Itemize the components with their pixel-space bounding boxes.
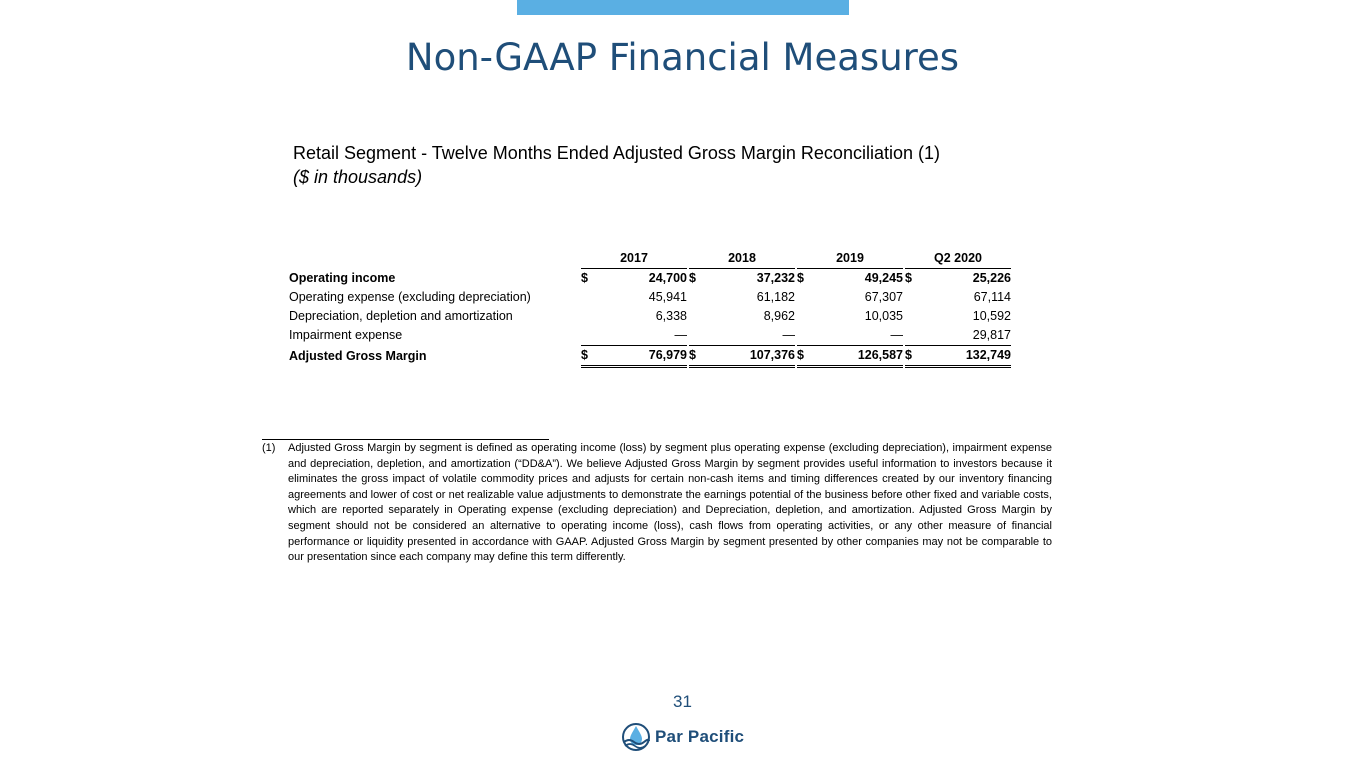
cell-value: 10,035 [864,309,903,323]
cell-value: 37,232 [704,269,795,289]
reconciliation-table [289,248,1011,368]
currency-symbol: $ [797,346,812,367]
currency-symbol: $ [581,269,596,289]
page-title: Non-GAAP Financial Measures [405,36,960,79]
row-label: Adjusted Gross Margin [289,348,427,363]
cell-value: 8,962 [763,309,795,323]
cell-value: 67,307 [864,290,903,304]
cell-value: 132,749 [920,346,1011,367]
top-accent-bar [517,0,849,15]
cell-value: 25,226 [920,269,1011,289]
par-pacific-logo-icon [621,722,651,752]
cell-value: 6,338 [655,309,687,323]
footnote [262,441,1052,566]
company-logo [621,722,744,752]
cell-value: 10,592 [972,309,1011,323]
currency-symbol: $ [689,346,704,367]
cell-value: — [782,328,795,342]
row-label: Impairment expense [289,328,403,343]
cell-value: 107,376 [704,346,795,367]
cell-value: — [890,328,903,342]
row-label: Depreciation, depletion and amortization [289,309,513,323]
table-row [289,288,1011,307]
column-header: 2018 [689,248,795,269]
column-header: 2019 [797,248,903,269]
currency-symbol: $ [581,346,596,367]
currency-symbol: $ [905,346,920,367]
table-heading [293,141,940,189]
company-name: Par Pacific [655,727,745,746]
column-header: 2017 [581,248,687,269]
column-header: Q2 2020 [905,248,1011,269]
table-total-row [289,346,1011,367]
currency-symbol: $ [689,269,704,289]
table-row [289,307,1011,326]
cell-value: 126,587 [812,346,903,367]
currency-symbol: $ [905,269,920,289]
row-label: Operating income [289,270,396,285]
cell-value: — [674,328,687,342]
cell-value: 29,817 [972,328,1011,342]
footnote-divider [262,439,549,440]
table-units: ($ in thousands) [293,167,423,187]
footnote-marker: (1) [262,442,276,454]
cell-value: 45,941 [648,290,687,304]
table-header-row [289,248,1011,269]
cell-value: 61,182 [756,290,795,304]
row-label: Operating expense (excluding depreciation) [289,290,531,304]
table-row [289,269,1011,289]
cell-value: 76,979 [596,346,687,367]
footnote-text: Adjusted Gross Margin by segment is defined as operating income (loss) by segment plus operating expense (excluding depreciation), impairment expense and depreciation, depletion, and amortization (“DD&A”). We believe Adjusted Gross Margin by segment provides useful information to investors because it eliminates the gross impact of volatile commodity prices and adjusts for certain non-cash items and timing differences created by our inventory financing agreements and lower of cost or net realizable value adjustments to demonstrate the earnings potential of the business before other fixed and variable costs, which are reported separately in Operating expense (excluding depreciation) and Depreciation, depletion, and amortization. Adjusted Gross Margin by segment should not be considered an alternative to operating income (loss), cash flows from operating activities, or any other measure of financial performance or liquidity presented in accordance with GAAP. Adjusted Gross Margin by segment presented by other companies may not be comparable to our presentation since each company may define this term differently. [288,442,1052,564]
page-number: 31 [673,692,692,711]
cell-value: 24,700 [596,269,687,289]
currency-symbol: $ [797,269,812,289]
table-row [289,326,1011,346]
cell-value: 67,114 [973,290,1011,304]
cell-value: 49,245 [812,269,903,289]
table-title: Retail Segment - Twelve Months Ended Adjusted Gross Margin Reconciliation (1) [293,143,940,163]
